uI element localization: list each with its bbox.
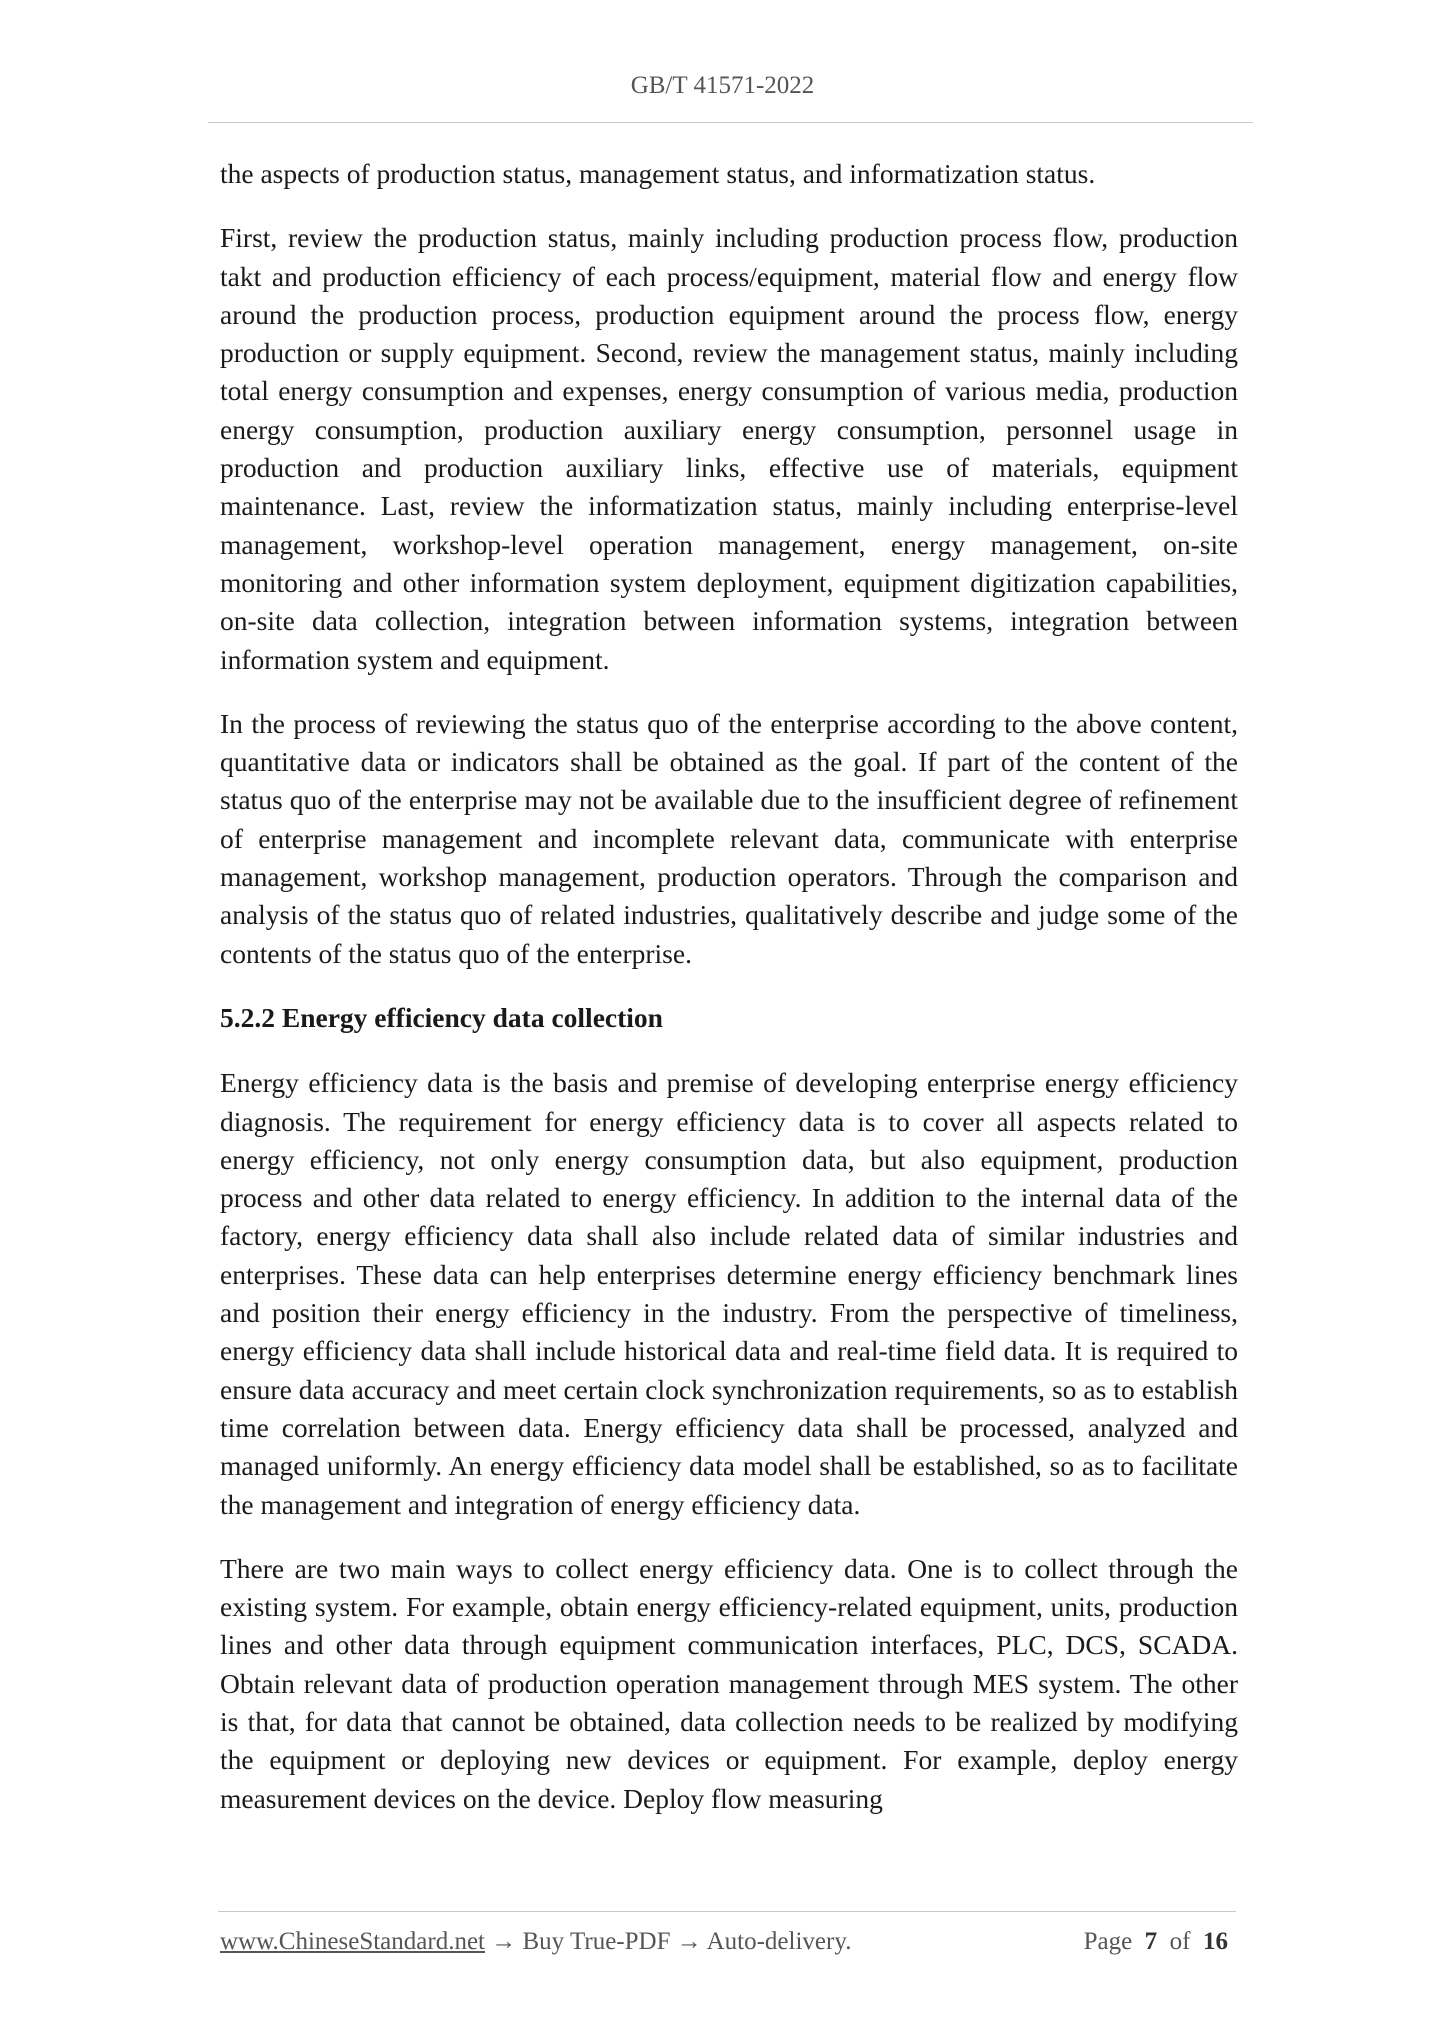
page-content (220, 155, 1238, 1844)
document-header: GB/T 41571-2022 (630, 72, 815, 99)
paragraph-status-quo: In the process of reviewing the status quo of the enterprise according to the above content, quantitative data or indicators shall be obtained as the goal. If part of the content of the status quo of the enterprise may not be available due to the insufficient degree of refinement of enterprise management and incomplete relevant data, communicate with enterprise management, workshop management, production operators. Through the comparison and analysis of the status quo of related industries, qualitatively describe and judge some of the contents of the status quo of the enterprise. (220, 707, 1238, 969)
total-pages: 16 (1203, 1928, 1228, 1955)
page-footer (220, 1928, 1238, 1964)
header-divider (208, 122, 1253, 123)
footer-left (220, 1928, 851, 1956)
paragraph-status-review: First, review the production status, mainly including production process flow, production takt and production efficiency of each process/equipment, material flow and energy flow around the production process, production equipment around the process flow, energy production or supply equipment. Second, review the management status, mainly including total energy consumption and expenses, energy consumption of various media, production energy consumption, production auxiliary energy consumption, personnel usage in production and production auxiliary links, effective use of materials, equipment maintenance. Last, review the informatization status, mainly including enterprise-level management, workshop-level operation management, energy management, on-site monitoring and other information system deployment, equipment digitization capabilities, on-site data collection, integration between information systems, integration between information system and equipment. (220, 222, 1238, 675)
paragraph-energy-data: Energy efficiency data is the basis and premise of developing enterprise energy efficiency diagnosis. The requirement for energy efficiency data is to cover all aspects related to energy efficiency, not only energy consumption data, but also equipment, production process and other data related to energy efficiency. In addition to the internal data of the factory, energy efficiency data shall also include related data of similar industries and enterprises. These data can help enterprises determine energy efficiency benchmark lines and position their energy efficiency in the industry. From the perspective of timeliness, energy efficiency data shall include historical data and real-time field data. It is required to ensure data accuracy and meet certain clock synchronization requirements, so as to establish time correlation between data. Energy efficiency data shall be processed, analyzed and managed uniformly. An energy efficiency data model shall be established, so as to facilitate the management and integration of energy efficiency data. (220, 1067, 1238, 1520)
paragraph-intro: the aspects of production status, management status, and informatization status. (220, 158, 1096, 189)
paragraph-collection-methods: There are two main ways to collect energy efficiency data. One is to collect through the existing system. For example, obtain energy efficiency-related equipment, units, production lines and other data through equipment communication interfaces, PLC, DCS, SCADA. Obtain relevant data of production operation management through MES system. The other is that, for data that cannot be obtained, data collection needs to be realized by modifying the equipment or deploying new devices or equipment. For example, deploy energy measurement devices on the device. Deploy flow measuring (220, 1552, 1238, 1814)
footer-divider (218, 1911, 1236, 1912)
of-label: of (1169, 1928, 1191, 1955)
page-label: Page (1083, 1928, 1133, 1955)
section-heading: 5.2.2 Energy efficiency data collection (220, 1001, 663, 1033)
website-link[interactable]: www.ChineseStandard.net (220, 1928, 485, 1955)
page-indicator (1084, 1928, 1228, 1956)
page-number: 7 (1144, 1928, 1158, 1955)
footer-promo: → Buy True-PDF → Auto-delivery. (485, 1928, 852, 1955)
